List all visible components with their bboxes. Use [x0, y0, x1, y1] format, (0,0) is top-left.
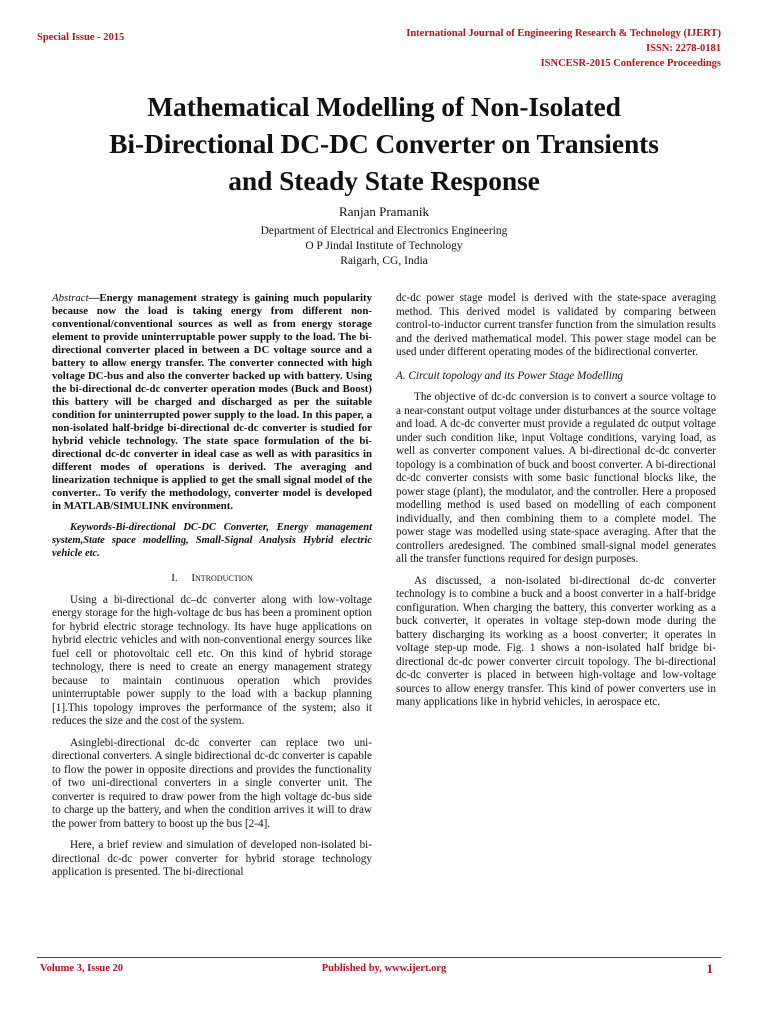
header-issn: ISSN: 2278-0181	[646, 43, 721, 54]
footer-volume: Volume 3, Issue 20	[40, 963, 124, 974]
header-proceedings: ISNCESR-2015 Conference Proceedings	[540, 58, 721, 69]
continued-paragraph: dc-dc power stage model is derived with the state-space averaging method. This derived model is validated by comparing between control-to-inductor current transfer function from the simulation results and the derived mathematical model. This power stage model can be used under different operating modes of the bidirectional converter.	[396, 292, 716, 358]
section-number: I.	[171, 572, 178, 584]
left-column	[52, 292, 372, 888]
intro-paragraph-2: Asinglebi-directional dc-dc converter can replace two uni-directional converters. A single bidirectional dc-dc converter is capable to flow the power in opposite directions and provides the functionality of two uni-directional converters in a single converter unit. The converter is required to draw power from the high voltage dc-bus side to charge up the battery, and when the condition arrives it will to draw the power from battery to boost up the bus [2-4].	[52, 736, 372, 830]
header-issue: Special Issue - 2015	[37, 32, 125, 43]
body-paragraph-2: As discussed, a non-isolated bi-directional dc-dc converter technology is to combine a buck and a boost converter in a half-bridge configuration. When charging the battery, this converter working as a buck converter, it operates in voltage step-down mode during the battery discharging its working as a boost converter; it operates in voltage step-up mode. Fig. 1 shows a non-isolated half bridge bi-directional dc-dc power converter circuit topology. The bi-directional dc-dc converter is placed in between high-voltage and low-voltage sources to allow energy transfer. This kind of power converters use in many applications like in hybrid vehicles, in aerospace etc.	[396, 574, 716, 708]
footer-divider	[37, 957, 721, 958]
header-journal: International Journal of Engineering Research & Technology (IJERT)	[406, 28, 721, 39]
title-line-3: and Steady State Response	[228, 165, 540, 196]
abstract-lead: Abstract	[52, 292, 89, 304]
author-name: Ranjan Pramanik	[339, 204, 429, 219]
intro-paragraph-1: Using a bi-directional dc–dc converter along with low-voltage energy storage for the high-voltage dc bus has been a prominent option for hybrid electric storage technology. Its have huge applications on hybrid electric vehicles and with non-conventional energy sources like fuel cell or photovoltaic cell etc. On this kind of hybrid storage technology, there is need to create an energy management strategy because to maintain continuous operation which provides uninterruptable power supply to the load with a backup planning [1].This topology improves the performance of the system; also it reduces the size and the cost of the system.	[52, 593, 372, 727]
section-heading-introduction	[52, 572, 372, 586]
affiliation-department: Department of Electrical and Electronics Engineering	[260, 225, 508, 237]
page-number: 1	[706, 961, 713, 976]
header-journal-info	[406, 26, 721, 71]
keywords: Keywords-Bi-directional DC-DC Converter, Energy management system,State space modelling, Small-Signal Analysis Hybrid electric vehicle etc.	[52, 522, 372, 559]
right-column	[396, 292, 716, 718]
section-title: Introduction	[191, 572, 253, 584]
title-line-2: Bi-Directional DC-DC Converter on Transients	[109, 128, 659, 159]
intro-paragraph-3: Here, a brief review and simulation of developed non-isolated bi-directional dc-dc power converter for hybrid storage technology application is presented. The bi-directional	[52, 839, 372, 878]
paper-title	[40, 88, 728, 199]
author-affiliation	[0, 224, 768, 269]
title-line-1: Mathematical Modelling of Non-Isolated	[147, 91, 621, 122]
subsection-heading-a: A. Circuit topology and its Power Stage Modelling	[396, 369, 624, 382]
abstract-body: —Energy management strategy is gaining much popularity because now the load is taking energy from different non-conventional/conventional sources as well as from energy storage element to provide uninterruptable power supply to the load. The bi-directional converter placed in between a DC voltage source and a battery to allow energy transfer. The converter connected with high voltage DC-bus and also the converter backed up with battery. Using the bi-directional dc-dc converter operation modes (Buck and Boost) this battery will be charged and discharged as per the suitable condition for uninterrupted power supply to the load. In this paper, a non-isolated half-bridge bi-directional dc-dc converter is studied for hybrid vehicle technology. The state space formulation of the bi-directional dc-dc converter in ideal case as well as with parasitics in different modes of operations is derived. The averaging and linearization technique is applied to get the small signal model of the converter.. To verify the methodology, converter model is developed in MATLAB/SIMULINK environment.	[52, 292, 372, 512]
affiliation-location: Raigarh, CG, India	[340, 255, 428, 267]
footer-publisher: Published by, www.ijert.org	[321, 963, 447, 974]
body-paragraph-1: The objective of dc-dc conversion is to convert a source voltage to a near-constant output voltage under disturbances at the source voltage and load. A dc-dc converter must provide a regulated dc output voltage under such condition like, input Voltage conditions, varying load, as well as converter component values. A bi-directional dc-dc converter topology is a combination of buck and boost converter. A bi-directional dc-dc converter consists with some basic functional blocks like, the power stage (plant), the modulator, and the controller. Here a proposed modelling method is used based on modelling of each component individually, and then combining them to a complete model. The power stage was modelled using state-space averaging. After that the controllers aredesigned. The combined small-signal model generates all the transfer functions required for design purposes.	[396, 391, 716, 565]
abstract	[52, 292, 372, 513]
affiliation-institute: O P Jindal Institute of Technology	[305, 240, 463, 252]
